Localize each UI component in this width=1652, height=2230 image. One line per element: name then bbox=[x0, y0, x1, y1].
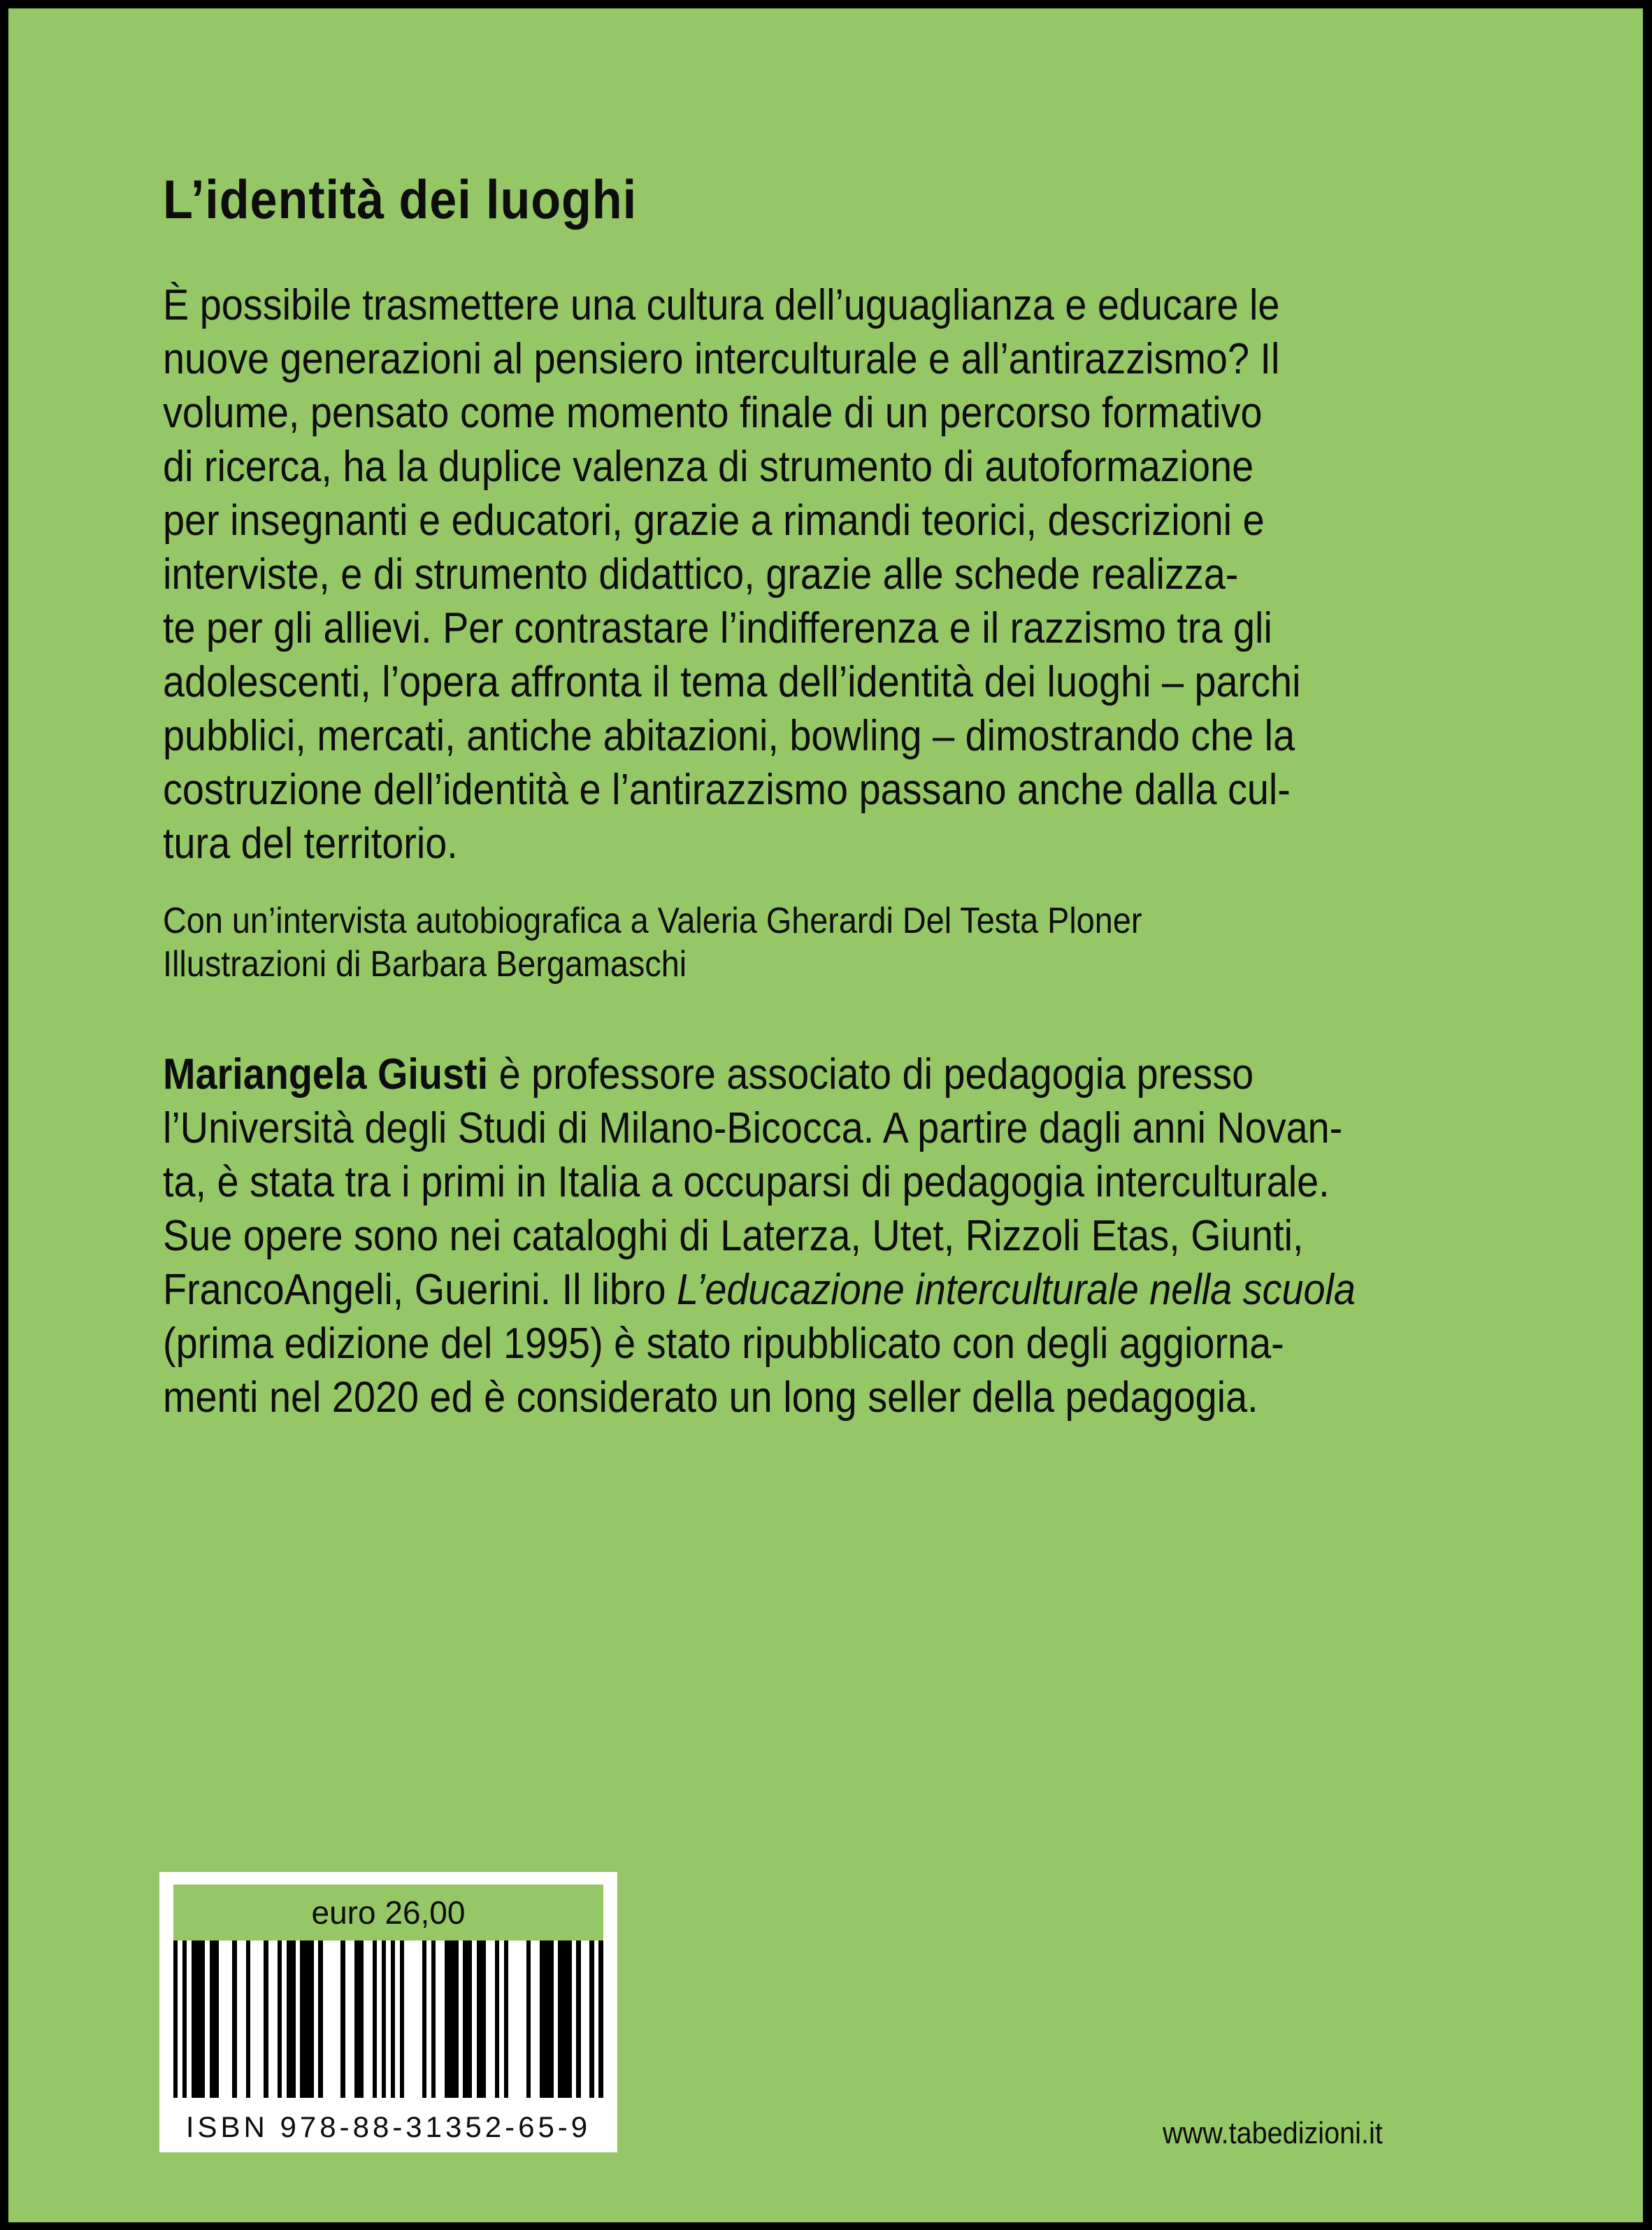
ean13-barcode bbox=[173, 1940, 603, 2098]
barcode-bar bbox=[598, 1940, 603, 2098]
barcode-bar bbox=[540, 1940, 553, 2098]
barcode-bar bbox=[192, 1940, 205, 2098]
barcode-bar bbox=[445, 1940, 458, 2098]
text-line: menti nel 2020 ed è considerato un long seller della pedagogia. bbox=[163, 1373, 1258, 1422]
bio-line bbox=[163, 1263, 1356, 1317]
barcode-bar bbox=[558, 1940, 571, 2098]
book-title: L’identità dei luoghi bbox=[163, 169, 637, 230]
barcode-space bbox=[581, 1940, 590, 2098]
barcode-space bbox=[531, 1940, 540, 2098]
barcode-space bbox=[250, 1940, 264, 2098]
text-line: interviste, e di strumento didattico, grazie alle schede realizza- bbox=[163, 550, 1239, 599]
bio-line1-text: è professore associato di pedagogia presso bbox=[488, 1050, 1254, 1099]
bio-line bbox=[163, 1048, 1356, 1101]
text-line: pubblici, mercati, antiche abitazioni, bowling – dimostrando che la bbox=[163, 712, 1295, 760]
barcode-space bbox=[268, 1940, 278, 2098]
barcode-bar bbox=[463, 1940, 472, 2098]
barcode-space bbox=[436, 1940, 445, 2098]
synopsis-paragraph bbox=[163, 278, 1300, 871]
barcode-space bbox=[219, 1940, 232, 2098]
bio-line5-text: FrancoAngeli, Guerini. Il libro bbox=[163, 1266, 677, 1314]
barcode-space bbox=[486, 1940, 495, 2098]
barcode-space bbox=[404, 1940, 422, 2098]
text-line: È possibile trasmettere una cultura dell’uguaglianza e educare le bbox=[163, 281, 1280, 329]
text-line: l’Università degli Studi di Milano-Bicocca. A partire dagli anni Novan- bbox=[163, 1104, 1343, 1152]
credits-paragraph bbox=[163, 899, 1142, 986]
barcode-bar bbox=[300, 1940, 313, 2098]
author-bio-paragraph bbox=[163, 1048, 1356, 1424]
text-line: Illustrazioni di Barbara Bergamaschi bbox=[163, 944, 687, 985]
text-line: (prima edizione del 1995) è stato ripubblicato con degli aggiorna- bbox=[163, 1320, 1284, 1368]
text-line: ta, è stata tra i primi in Italia a occuparsi di pedagogia interculturale. bbox=[163, 1158, 1330, 1206]
text-line: Con un’intervista autobiografica a Valeria Gherardi Del Testa Ploner bbox=[163, 901, 1142, 941]
barcode-space bbox=[345, 1940, 354, 2098]
publisher-website: www.tabedizioni.it bbox=[1163, 2116, 1383, 2150]
barcode-bar bbox=[287, 1940, 296, 2098]
barcode-space bbox=[508, 1940, 526, 2098]
isbn-barcode-panel bbox=[159, 1872, 617, 2152]
text-line: volume, pensato come momento finale di un percorso formativo bbox=[163, 389, 1263, 437]
barcode-bar bbox=[354, 1940, 364, 2098]
barcode-bar bbox=[210, 1940, 219, 2098]
text-line: di ricerca, ha la duplice valenza di strumento di autoformazione bbox=[163, 443, 1254, 491]
text-line: nuove generazioni al pensiero interculturale e all’antirazzismo? Il bbox=[163, 335, 1280, 383]
text-line: Sue opere sono nei cataloghi di Laterza, Utet, Rizzoli Etas, Giunti, bbox=[163, 1212, 1304, 1260]
barcode-space bbox=[323, 1940, 341, 2098]
author-name: Mariangela Giusti bbox=[163, 1050, 489, 1099]
price-label: euro 26,00 bbox=[173, 1885, 603, 1940]
book-back-cover bbox=[8, 8, 1643, 2222]
text-line: adolescenti, l’opera affronta il tema dell’identità dei luoghi – parchi bbox=[163, 658, 1301, 706]
text-line: te per gli allievi. Per contrastare l’indifferenza e il razzismo tra gli bbox=[163, 604, 1272, 652]
text-line: per insegnanti e educatori, grazie a rimandi teorici, descrizioni e bbox=[163, 496, 1265, 545]
text-line: tura del territorio. bbox=[163, 820, 458, 868]
barcode-space bbox=[364, 1940, 373, 2098]
barcode-bar bbox=[477, 1940, 486, 2098]
isbn-label: ISBN 978-88-31352-65-9 bbox=[185, 2110, 591, 2143]
barcode-space bbox=[237, 1940, 246, 2098]
text-line: costruzione dell’identità e l’antirazzismo passano anche dalla cul- bbox=[163, 766, 1291, 814]
cited-book-title: L’educazione interculturale nella scuola bbox=[677, 1266, 1356, 1314]
